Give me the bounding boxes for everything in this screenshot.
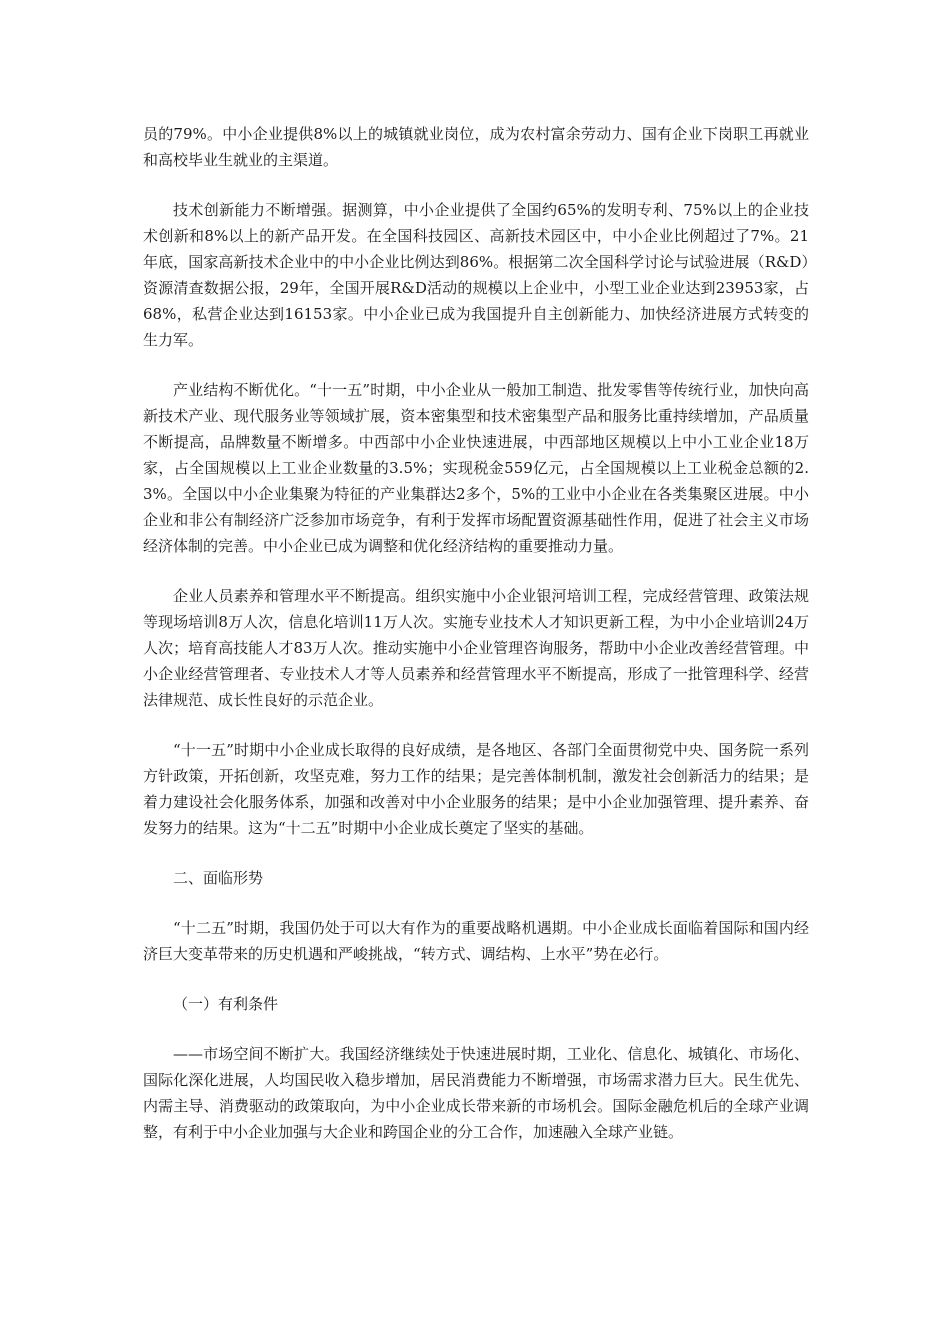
paragraph-achievements: “十一五”时期中小企业成长取得的良好成绩，是各地区、各部门全面贯彻党中央、国务院一系列方针政策，开拓创新，攻坚克难，努力工作的结果；是完善体制机制，激发社会创新活力的结果；是着力建设社会化服务体系，加强和改善对中小企业服务的结果；是中小企业加强管理、提升素养、奋发努力的结果。这为“十二五”时期中小企业成长奠定了坚实的基础。 bbox=[143, 741, 809, 837]
paragraph-employment: 员的79%。中小企业提供8%以上的城镇就业岗位，成为农村富余劳动力、国有企业下岗职工再就业和高校毕业生就业的主渠道。 bbox=[143, 125, 809, 169]
paragraph-innovation: 技术创新能力不断增强。据测算，中小企业提供了全国约65%的发明专利、75%以上的企业技术创新和8%以上的新产品开发。在全国科技园区、高新技术园区中，中小企业比例超过了7%。21年底，国家高新技术企业中的中小企业比例达到86%。根据第二次全国科学讨论与试验进展（R&D）资源清查数据公报，29年，全国开展R&D活动的规模以上企业中，小型工业企业达到23953家，占68%，私营企业达到16153家。中小企业已成为我国提升自主创新能力、加快经济进展方式转变的生力军。 bbox=[143, 201, 809, 349]
paragraph-market-space: ——市场空间不断扩大。我国经济继续处于快速进展时期，工业化、信息化、城镇化、市场化、国际化深化进展，人均国民收入稳步增加，居民消费能力不断增强，市场需求潜力巨大。民生优先、内需主导、消费驱动的政策取向，为中小企业成长带来新的市场机会。国际金融危机后的全球产业调整，有利于中小企业加强与大企业和跨国企业的分工合作，加速融入全球产业链。 bbox=[143, 1045, 809, 1141]
sub-heading: （一）有利条件 bbox=[173, 995, 279, 1013]
section-heading: 二、面临形势 bbox=[173, 869, 264, 887]
paragraph-industry-structure: 产业结构不断优化。“十一五”时期，中小企业从一般加工制造、批发零售等传统行业，加快向高新技术产业、现代服务业等领域扩展，资本密集型和技术密集型产品和服务比重持续增加，产品质量不断提高，品牌数量不断增多。中西部中小企业快速进展，中西部地区规模以上中小工业企业18万家，占全国规模以上工业企业数量的3.5%；实现税金559亿元，占全国规模以上工业税金总额的2.3%。全国以中小企业集聚为特征的产业集群达2多个，5%的工业中小企业在各类集聚区进展。中小企业和非公有制经济广泛参加市场竞争，有利于发挥市场配置资源基础性作用，促进了社会主义市场经济体制的完善。中小企业已成为调整和优化经济结构的重要推动力量。 bbox=[143, 381, 809, 555]
section-intro: “十二五”时期，我国仍处于可以大有作为的重要战略机遇期。中小企业成长面临着国际和国内经济巨大变革带来的历史机遇和严峻挑战，“转方式、调结构、上水平”势在必行。 bbox=[143, 919, 809, 963]
document-page bbox=[143, 121, 809, 1169]
paragraph-management: 企业人员素养和管理水平不断提高。组织实施中小企业银河培训工程，完成经营管理、政策法规等现场培训8万人次，信息化培训11万人次。实施专业技术人才知识更新工程，为中小企业培训24万人次；培育高技能人才83万人次。推动实施中小企业管理咨询服务，帮助中小企业改善经营管理。中小企业经营管理者、专业技术人才等人员素养和经营管理水平不断提高，形成了一批管理科学、经营法律规范、成长性良好的示范企业。 bbox=[143, 587, 809, 709]
